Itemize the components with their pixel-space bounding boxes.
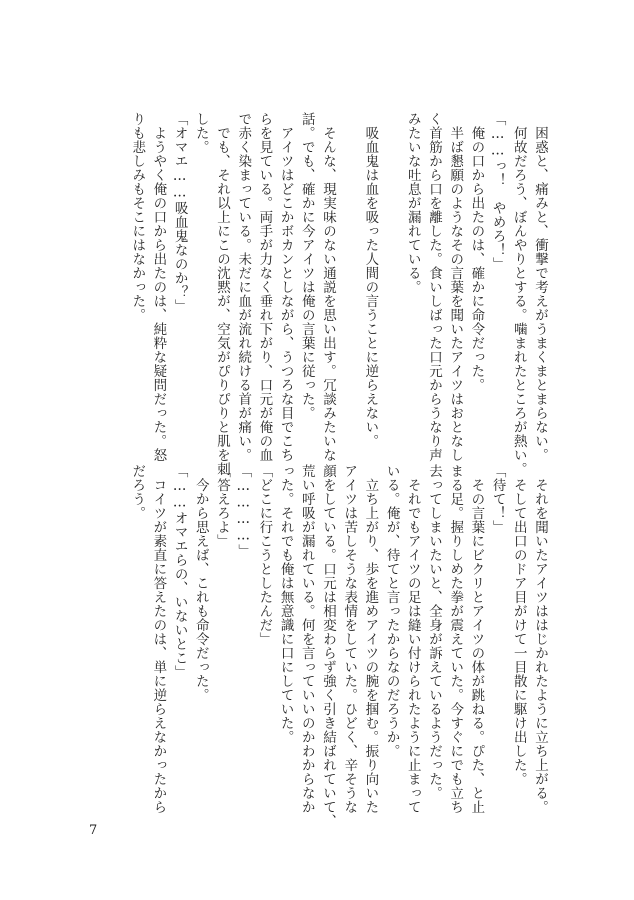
text-line: そして出口のドア目がけて一目散に駆け出した。 <box>510 477 527 786</box>
text-line: 去ってしまいたいと、全身が訴えているようだった。 <box>426 464 442 800</box>
text-line: ようやく俺の口から出たのは、純粋な疑問だった。怒 <box>150 125 167 462</box>
text-line: でも、それ以上にこの沈黙が、空気がぴりぴりと肌を刺 <box>214 125 230 476</box>
text-line: みたいな吐息が漏れている。 <box>404 112 421 294</box>
text-line: それでもアイツの足は縫い付けられたように止まって <box>404 477 421 814</box>
text-line: 荒い呼吸が漏れている。何を言っていいのかわからなか <box>298 464 315 814</box>
text-line: で赤く染まっている。未だに血が流れ続ける首が痛い。 <box>235 112 252 462</box>
text-line: 「どこに行こうとしたんだ」 <box>256 464 273 646</box>
text-line: らを見ている。両手が力なく垂れ下がり、口元が俺の血 <box>256 112 273 462</box>
text-line: 「……っ！ やめろ！」 <box>489 112 506 271</box>
page-number: 7 <box>89 823 98 838</box>
text-line: 顔をしている。口元は相変わらず強く引き結ばれていて、 <box>320 464 336 828</box>
text-line: 半ば懇願のようなその言葉を聞いたアイツはおとなし <box>447 125 464 462</box>
text-line: りも悲しみもそこにはなかった。 <box>129 112 146 322</box>
text-line: 「…………」 <box>235 464 252 558</box>
text-line: 困惑と、痛みと、衝撃で考えがうまくまとまらない。 <box>532 125 548 462</box>
text-line: 立ち上がり、歩を進めアイツの腕を掴む。振り向いた <box>362 477 379 814</box>
text-line: 「答えろよ」 <box>214 464 230 548</box>
text-line: 話。でも、確かに今アイツは俺の言葉に従った。 <box>298 112 315 420</box>
text-line: アイツはどこかボカンとしながら、うつろな目でこち <box>277 125 294 462</box>
text-line: った。それでも俺は無意識に口にしていた。 <box>277 464 294 744</box>
text-line: だろう。 <box>129 464 146 520</box>
text-line: 俺の口から出たのは、確かに命令だった。 <box>468 125 485 392</box>
text-line: 「待て！」 <box>489 464 506 534</box>
text-line: 「オマエ……吸血鬼なのか？」 <box>171 112 188 313</box>
text-line: した。 <box>192 112 209 154</box>
text-line: く首筋から口を離した。食いしばった口元からうなり声 <box>426 112 442 462</box>
text-line: 今から思えば、これも命令だった。 <box>192 477 209 702</box>
text-line: コイツが素直に答えたのは、単に逆らえなかったから <box>150 477 167 814</box>
text-line: 吸血鬼は血を吸った人間の言うことに逆らえない。 <box>362 125 379 448</box>
text-line: アイツは苦しそうな表情をしていた。ひどく、辛そうな <box>341 464 358 814</box>
text-line: そんな、現実味のない通説を思い出す。冗談みたいな <box>320 125 336 462</box>
text-line: 何故だろう、ぼんやりとする。噛まれたところが熱い。 <box>510 125 527 476</box>
text-line: まる足。握りしめた拳が震えていた。今すぐにでも立ち <box>447 464 464 814</box>
lower-text-column <box>0 440 634 850</box>
text-line: 「……オマエらの、いないとこ」 <box>171 464 188 679</box>
text-line: それを聞いたアイツははじかれたように立ち上がる。 <box>532 477 548 814</box>
text-line: いる。俺が、待てと言ったからなのだろうか。 <box>383 464 400 758</box>
text-line: その言葉にビクリとアイツの体が跳ねる。ぴた、と止 <box>468 477 485 814</box>
